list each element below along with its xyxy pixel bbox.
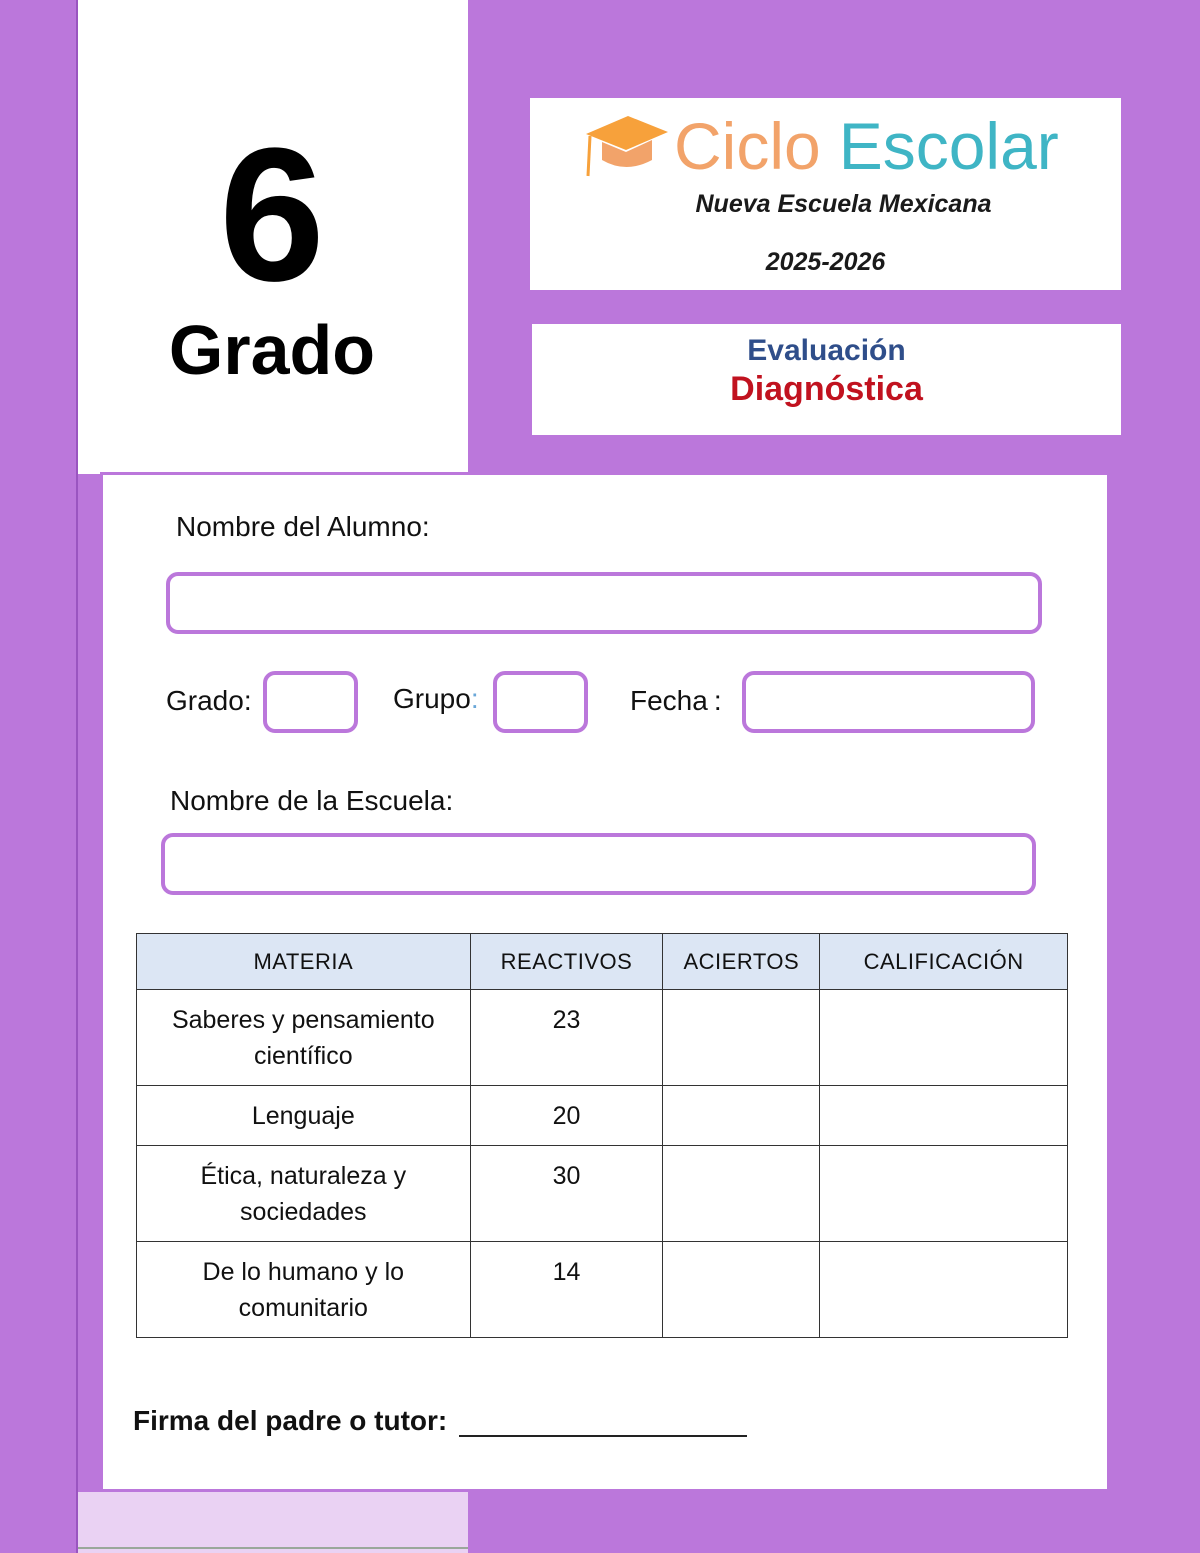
brand-name-ciclo: Ciclo	[674, 109, 821, 183]
date-label-colon: :	[713, 685, 722, 716]
header-calificacion: CALIFICACIÓN	[820, 934, 1068, 990]
group-label-colon: :	[470, 683, 479, 714]
reactivos-cell: 14	[470, 1242, 663, 1338]
evaluation-box	[532, 324, 1121, 435]
grade-number: 6	[219, 109, 325, 321]
school-name-field[interactable]	[161, 833, 1036, 895]
aciertos-cell[interactable]	[663, 1086, 820, 1146]
table-row	[137, 990, 1068, 1086]
school-name-label: Nombre de la Escuela:	[170, 785, 454, 816]
reactivos-cell: 23	[470, 990, 663, 1086]
grade-label-text: Grado	[166, 685, 244, 716]
reactivos-cell: 20	[470, 1086, 663, 1146]
table-row	[137, 1086, 1068, 1146]
grade-label	[166, 685, 252, 717]
date-field[interactable]	[742, 671, 1035, 733]
school-year: 2025-2026	[765, 248, 886, 276]
evaluation-title: Evaluación	[747, 334, 906, 367]
materia-cell: Ética, naturaleza y sociedades	[137, 1146, 471, 1242]
brand-logo	[582, 110, 1059, 182]
aciertos-cell[interactable]	[663, 990, 820, 1086]
group-label	[393, 683, 479, 715]
group-field[interactable]	[493, 671, 588, 733]
table-header-row	[137, 934, 1068, 990]
grade-field[interactable]	[263, 671, 358, 733]
reactivos-cell: 30	[470, 1146, 663, 1242]
aciertos-cell[interactable]	[663, 1242, 820, 1338]
bottom-divider	[78, 1547, 468, 1549]
calificacion-cell[interactable]	[820, 1086, 1068, 1146]
grade-label-colon: :	[243, 685, 252, 716]
brand-box	[530, 98, 1121, 290]
evaluation-type: Diagnóstica	[730, 370, 923, 408]
table-row	[137, 1146, 1068, 1242]
signature-line[interactable]	[459, 1435, 747, 1437]
materia-cell: Lenguaje	[137, 1086, 471, 1146]
calificacion-cell[interactable]	[820, 1242, 1068, 1338]
signature-label: Firma del padre o tutor:	[133, 1405, 448, 1436]
aciertos-cell[interactable]	[663, 1146, 820, 1242]
calificacion-cell[interactable]	[820, 990, 1068, 1086]
materia-cell: De lo humano y lo comunitario	[137, 1242, 471, 1338]
date-label	[630, 685, 722, 717]
student-name-label: Nombre del Alumno:	[176, 511, 430, 542]
header-aciertos: ACIERTOS	[663, 934, 820, 990]
scores-table	[136, 933, 1068, 1338]
student-name-field[interactable]	[166, 572, 1042, 634]
header-materia: MATERIA	[137, 934, 471, 990]
brand-subtitle: Nueva Escuela Mexicana	[695, 190, 992, 218]
left-border-stripe	[0, 0, 78, 1553]
bottom-strip	[78, 1492, 468, 1553]
calificacion-cell[interactable]	[820, 1146, 1068, 1242]
table-row	[137, 1242, 1068, 1338]
header-reactivos: REACTIVOS	[470, 934, 663, 990]
graduation-cap-icon	[582, 110, 670, 182]
date-label-text: Fecha	[630, 685, 708, 716]
brand-name-escolar: Escolar	[838, 109, 1059, 183]
group-label-text: Grupo	[393, 683, 471, 714]
grade-word: Grado	[168, 311, 376, 389]
student-form	[100, 472, 1110, 1492]
materia-cell: Saberes y pensamiento científico	[137, 990, 471, 1086]
